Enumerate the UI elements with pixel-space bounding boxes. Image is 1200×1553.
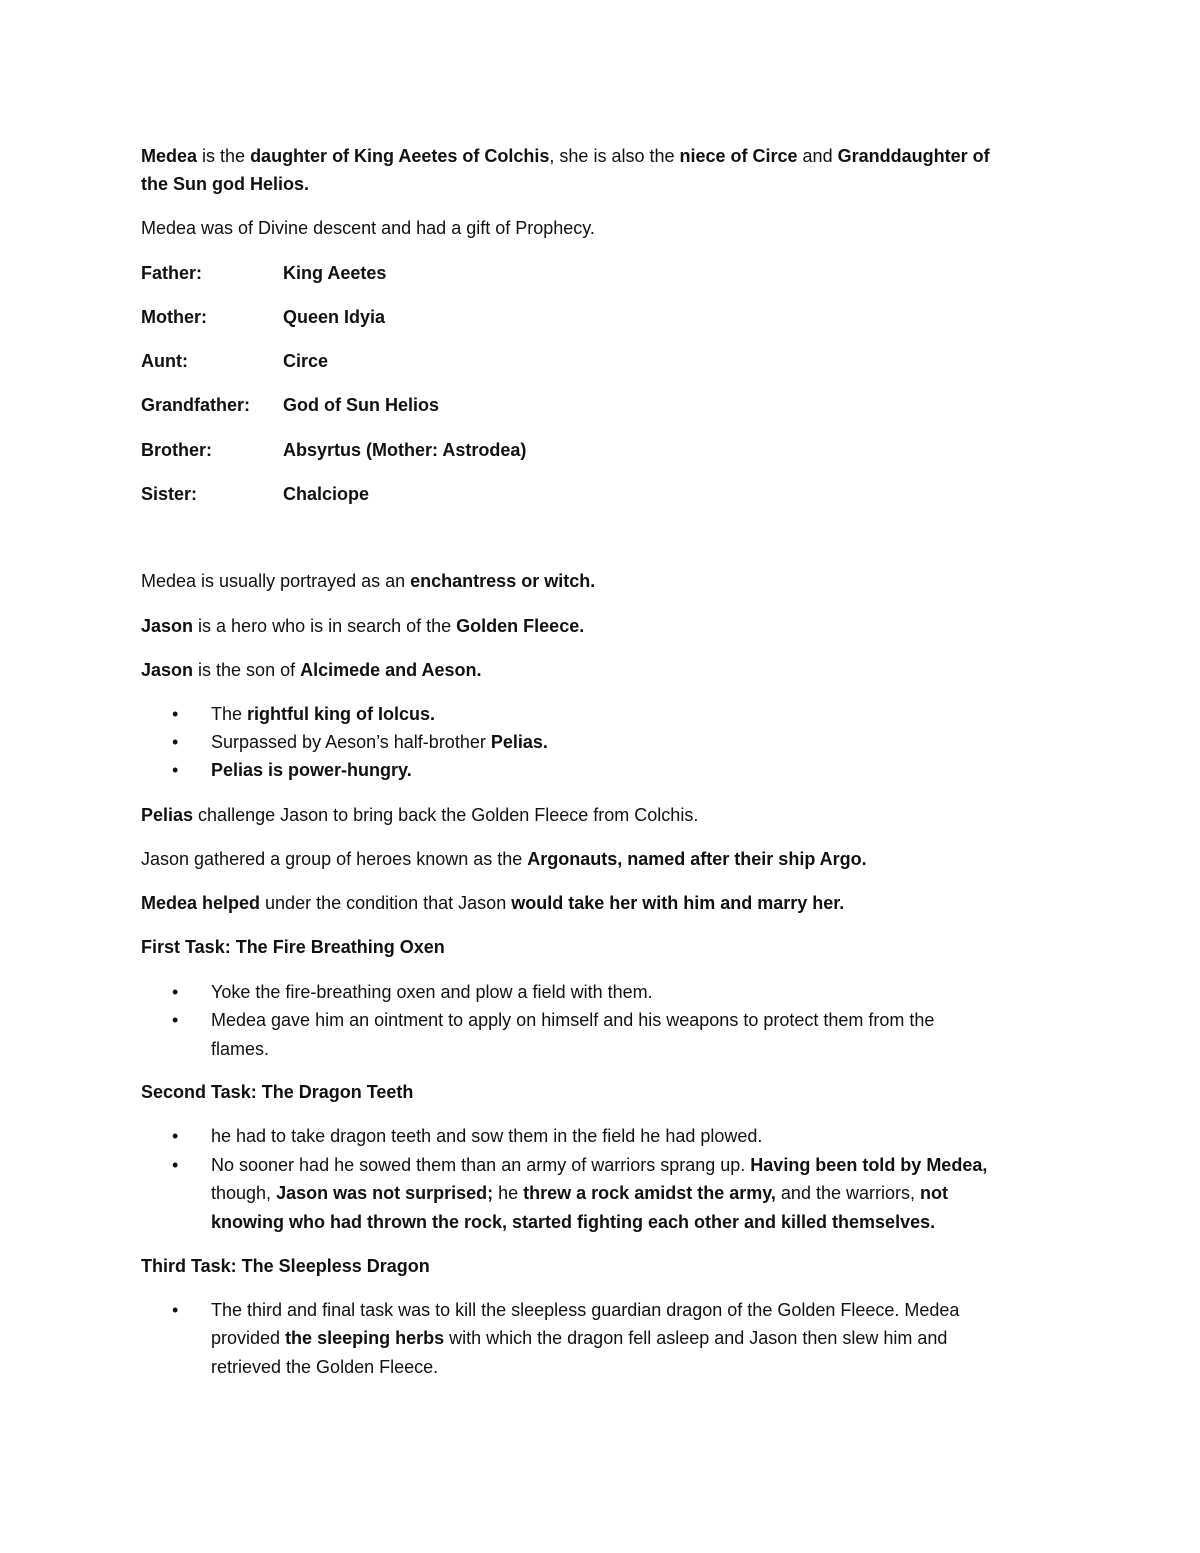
text-jason: Jason (141, 616, 194, 636)
text-golden-fleece: Golden Fleece. (456, 616, 585, 636)
bullet-item (211, 1154, 987, 1176)
task2-heading: Second Task: The Dragon Teeth (141, 1082, 414, 1102)
task1-heading: First Task: The Fire Breathing Oxen (141, 937, 445, 957)
text-not: not (919, 1183, 948, 1203)
text-medea-helped: Medea helped (141, 893, 261, 913)
text-told-by-medea: Having been told by Medea, (750, 1155, 988, 1175)
text: Jason gathered a group of heroes known as the (141, 849, 528, 869)
bullet-icon: • (172, 704, 179, 724)
bullet-item: Medea gave him an ointment to apply on himself and his weapons to protect them from the (211, 1010, 935, 1030)
text-enchantress: enchantress or witch. (410, 571, 596, 591)
text: provided (211, 1328, 286, 1348)
bullet-icon: • (172, 760, 179, 780)
text-condition: would take her with him and marry her. (511, 893, 845, 913)
task3-heading: Third Task: The Sleepless Dragon (141, 1256, 430, 1276)
text: challenge Jason to bring back the Golden Fleece from Colchis. (193, 805, 699, 825)
argonauts-line (141, 848, 867, 870)
family-label: Brother: (141, 440, 212, 460)
family-label: Mother: (141, 307, 207, 327)
bullet-item-continued (211, 1327, 947, 1349)
intro-line-2: the Sun god Helios. (141, 174, 310, 194)
text: Surpassed by Aeson’s half-brother (211, 732, 491, 752)
family-label: Aunt: (141, 351, 188, 371)
text: is a hero who is in search of the (193, 616, 457, 636)
bullet-item-continued: retrieved the Golden Fleece. (211, 1357, 439, 1377)
bullet-icon: • (172, 732, 179, 752)
intro-line-1 (141, 145, 990, 167)
bullet-icon: • (172, 1126, 179, 1146)
text: he (493, 1183, 524, 1203)
family-value: Queen Idyia (283, 307, 386, 327)
bullet-item-continued: flames. (211, 1039, 270, 1059)
text-daughter-of: daughter of King Aeetes of Colchis (250, 146, 550, 166)
text-granddaughter: Granddaughter of (837, 146, 990, 166)
text-sleeping-herbs: the sleeping herbs (285, 1328, 445, 1348)
text-jason: Jason (141, 660, 194, 680)
text: Medea is usually portrayed as an (141, 571, 411, 591)
text: is the son of (193, 660, 301, 680)
text-niece: niece of Circe (679, 146, 798, 166)
text-pelias: Pelias (141, 805, 194, 825)
text-not-surprised: Jason was not surprised; (276, 1183, 494, 1203)
text-pelias: Pelias. (490, 732, 548, 752)
text: under the condition that Jason (260, 893, 512, 913)
text-rightful-king: rightful king of Iolcus. (247, 704, 436, 724)
bullet-item (211, 703, 435, 725)
jason-son-line (141, 659, 481, 681)
family-value: Absyrtus (Mother: Astrodea) (283, 440, 527, 460)
family-value: Circe (283, 351, 329, 371)
bullet-icon: • (172, 1155, 179, 1175)
text-medea: Medea (141, 146, 198, 166)
family-value: God of Sun Helios (283, 395, 439, 415)
text: The (211, 704, 248, 724)
medea-helped-line (141, 892, 844, 914)
bullet-icon: • (172, 982, 179, 1002)
text: , she is also the (549, 146, 680, 166)
text: with which the dragon fell asleep and Jason then slew him and (444, 1328, 948, 1348)
bullet-item-continued (211, 1182, 948, 1204)
jason-hero-line (141, 615, 584, 637)
bullet-item (211, 731, 548, 753)
bullet-item: Pelias is power-hungry. (211, 760, 412, 780)
text: and the warriors, (775, 1183, 920, 1203)
text-argonauts: Argonauts, named after their ship Argo. (527, 849, 867, 869)
family-label: Sister: (141, 484, 198, 504)
family-label: Father: (141, 263, 203, 283)
text: No sooner had he sowed them than an army of warriors sprang up. (211, 1155, 751, 1175)
text: though, (211, 1183, 277, 1203)
bullet-item: Yoke the fire-breathing oxen and plow a field with them. (211, 982, 653, 1002)
family-label: Grandfather: (141, 395, 251, 415)
text-parents: Alcimede and Aeson. (300, 660, 482, 680)
pelias-challenge-line (141, 804, 698, 826)
family-value: King Aeetes (283, 263, 387, 283)
bullet-icon: • (172, 1010, 179, 1030)
family-value: Chalciope (283, 484, 370, 504)
bullet-item: The third and final task was to kill the sleepless guardian dragon of the Golden Fleece. Medea (211, 1300, 960, 1320)
bullet-item-continued: knowing who had thrown the rock, started fighting each other and killed themselves. (211, 1212, 936, 1232)
bullet-icon: • (172, 1300, 179, 1320)
bullet-item: he had to take dragon teeth and sow them in the field he had plowed. (211, 1126, 763, 1146)
text: and (797, 146, 838, 166)
text: is the (197, 146, 251, 166)
text-threw-rock: threw a rock amidst the army, (523, 1183, 776, 1203)
divine-descent-line: Medea was of Divine descent and had a gift of Prophecy. (141, 218, 595, 238)
enchantress-line (141, 570, 595, 592)
